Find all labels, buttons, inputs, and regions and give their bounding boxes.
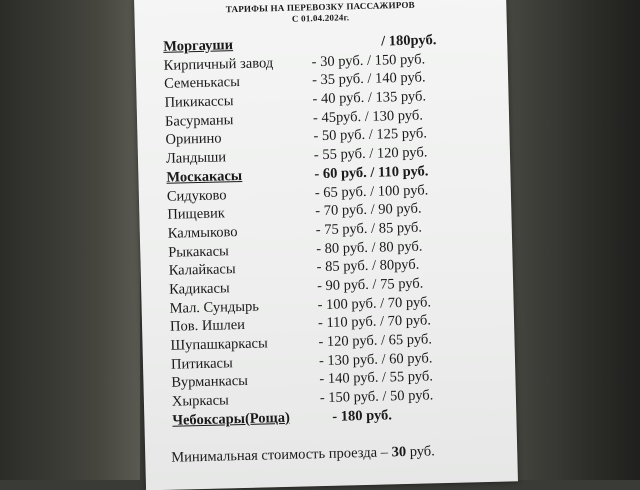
stop-price: / 180руб. — [380, 32, 437, 50]
background-left — [0, 0, 140, 480]
tariff-list — [163, 29, 516, 430]
minimum-fare-value: 30 — [391, 444, 407, 461]
stop-price: - 50 руб. / 125 руб. — [313, 125, 428, 145]
stop-name: Мал. Сундырь — [169, 298, 260, 317]
stop-price: - 75 руб. / 85 руб. — [315, 219, 423, 239]
stop-price: - 140 руб. / 55 руб. — [319, 368, 434, 388]
stop-price: - 130 руб. / 60 руб. — [318, 350, 433, 369]
stop-name: Пищевик — [167, 205, 226, 223]
stop-price: - 30 руб. / 150 руб. — [311, 51, 426, 70]
stop-price: - 65 руб. / 100 руб. — [314, 181, 429, 201]
stop-name: Шупашкаркасы — [170, 335, 268, 354]
stop-name: Питикасы — [170, 354, 233, 373]
stop-price: - 55 руб. / 120 руб. — [313, 144, 428, 164]
stop-name: Басурманы — [164, 111, 234, 130]
stop-price: - 180 руб. — [332, 407, 393, 425]
stop-name: Семенькасы — [163, 74, 241, 93]
minimum-fare-label: Минимальная стоимость проезда – — [171, 444, 392, 466]
stop-price: - 120 руб. / 65 руб. — [318, 331, 433, 351]
stop-name: Пов. Ишлеи — [169, 317, 246, 336]
stop-name: Кирпичный завод — [163, 54, 274, 74]
minimum-fare-unit: руб. — [405, 443, 436, 461]
stop-price: - 85 руб. / 80руб. — [316, 256, 420, 276]
sheet-header — [134, 0, 506, 29]
stop-name: Хыркасы — [171, 392, 230, 410]
stop-price: - 70 руб. / 90 руб. — [315, 200, 422, 220]
stop-price: - 80 руб. / 80 руб. — [316, 238, 423, 257]
stop-price: - 35 руб. / 140 руб. — [311, 69, 426, 89]
stop-price: - 150 руб. / 50 руб. — [319, 387, 434, 407]
header-date: С 01.04.2024г. — [291, 12, 350, 24]
stop-name: Моргауши — [163, 37, 234, 55]
stop-price: - 60 руб. / 110 руб. — [314, 163, 429, 183]
minimum-fare-note — [171, 443, 435, 466]
stop-price: - 40 руб. / 135 руб. — [312, 88, 427, 108]
stop-price: - 45руб. / 130 руб. — [312, 107, 424, 126]
tariff-sheet — [134, 0, 518, 490]
stop-name: Чебоксары(Роща) — [172, 409, 291, 429]
stop-name: Калмыково — [167, 223, 238, 242]
stop-name: Москакасы — [166, 167, 243, 186]
stop-name: Вурманкасы — [171, 373, 249, 392]
stop-name: Ландыши — [165, 149, 227, 167]
stop-name: Рыкакасы — [168, 242, 229, 261]
stop-price: - 110 руб. / 70 руб. — [317, 312, 432, 332]
header-title: ТАРИФЫ НА ПЕРЕВОЗКУ ПАССАЖИРОВ — [225, 0, 415, 15]
stop-price: - 100 руб. / 70 руб. — [317, 294, 432, 313]
stop-name: Пикикассы — [164, 93, 234, 111]
stop-name: Сидуково — [166, 186, 227, 205]
stop-name: Калайкасы — [168, 261, 236, 280]
stop-name: Оринино — [165, 130, 222, 149]
background-right — [500, 0, 640, 480]
stop-name: Кадикасы — [168, 280, 230, 298]
stop-price: - 90 руб. / 75 руб. — [316, 275, 424, 295]
